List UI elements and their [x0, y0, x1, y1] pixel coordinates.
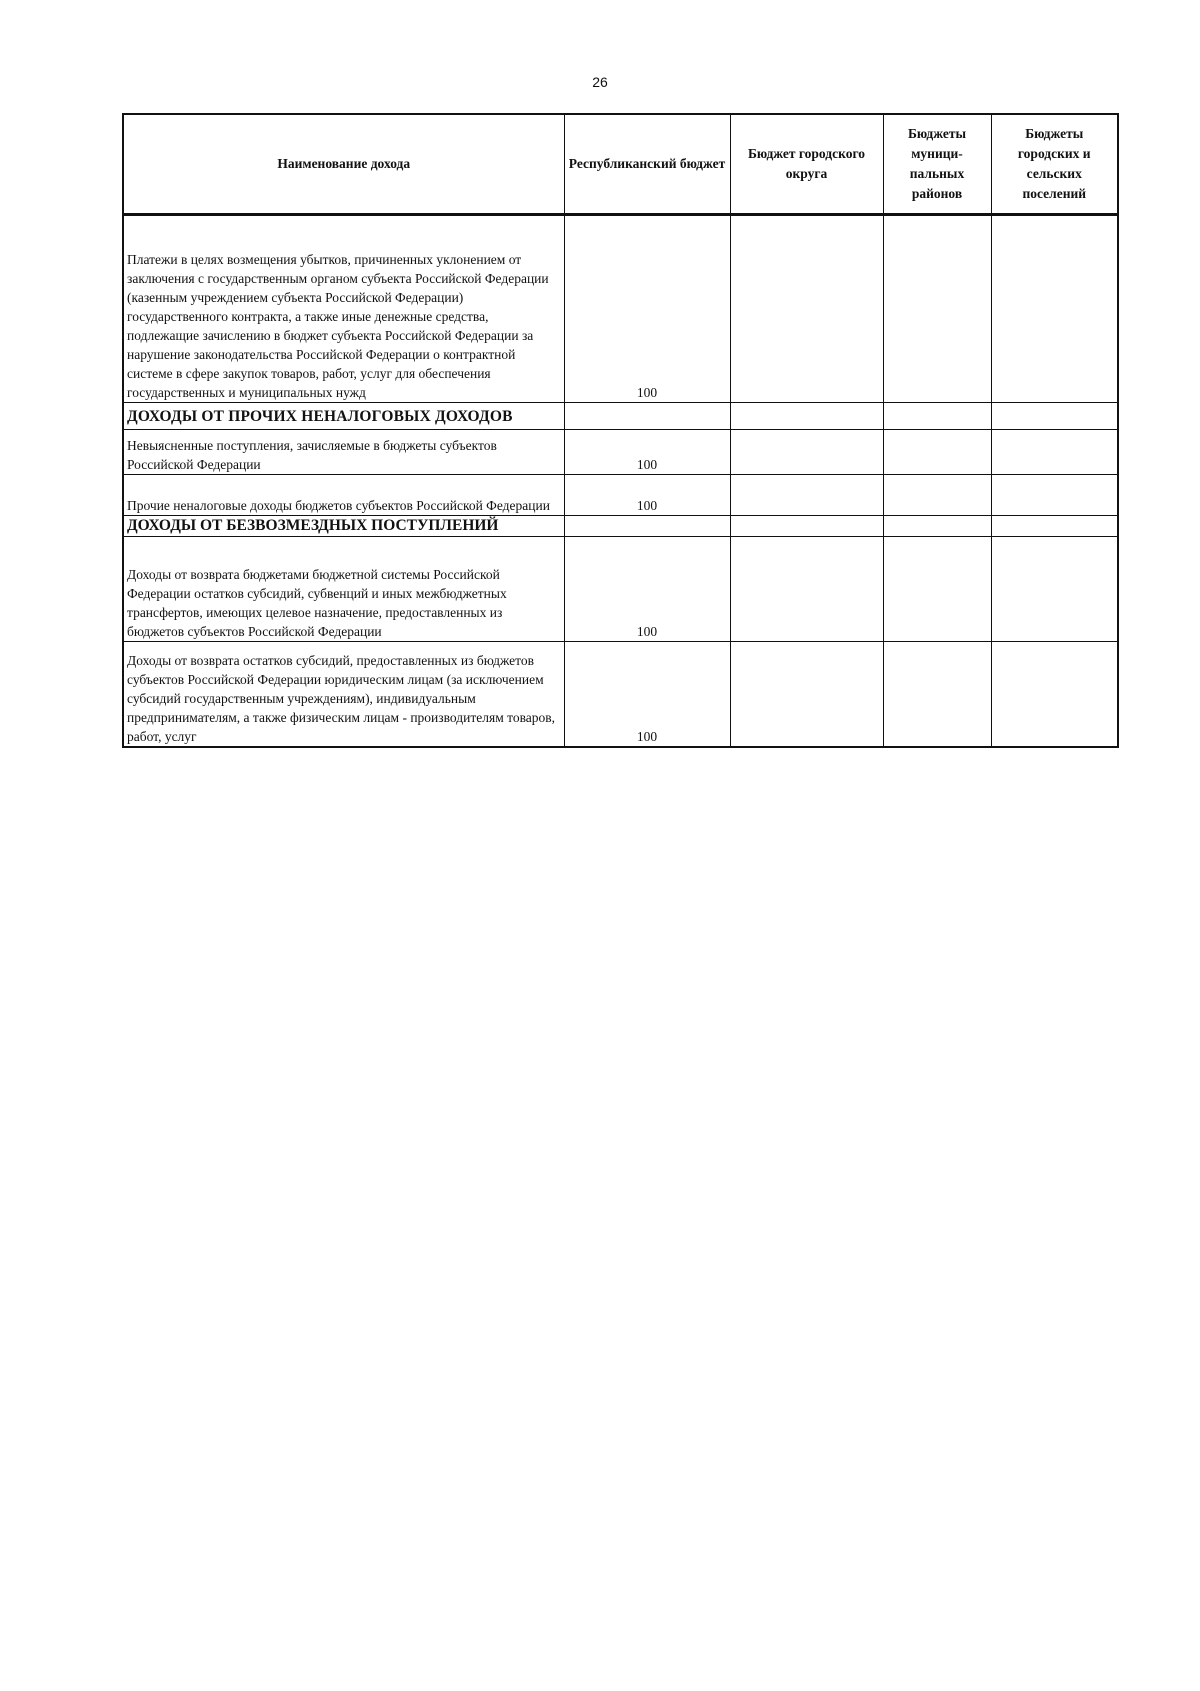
section-title: ДОХОДЫ ОТ ПРОЧИХ НЕНАЛОГОВЫХ ДОХОДОВ: [123, 403, 564, 430]
section-row: [123, 516, 1118, 537]
row-city-district-value: [730, 430, 883, 475]
row-income-name: Платежи в целях возмещения убытков, причиненных уклонением от заключения с государственным органом субъекта Российской Федерации (казенным учреждением субъекта Российской Федерации) государственного контракта, а также иные денежные средства, подлежащие зачислению в бюджет субъекта Российской Федерации за нарушение законодательства Российской Федерации о контрактной системе в сфере закупок товаров, работ, услуг для обеспечения государственных и муниципальных нужд: [123, 215, 564, 403]
row-settlements-value: [991, 430, 1118, 475]
row-settlements-value: [991, 642, 1118, 748]
header-city-district-budget: Бюджет городского округа: [730, 114, 883, 215]
table-header: [123, 114, 1118, 215]
row-municipal-districts-value: [883, 642, 991, 748]
table-row: [123, 430, 1118, 475]
page-number: 26: [592, 74, 608, 90]
table-header-row: [123, 114, 1118, 215]
row-city-district-value: [730, 537, 883, 642]
row-city-district-value: [730, 215, 883, 403]
row-republican-value: 100: [564, 642, 730, 748]
row-settlements-value: [991, 215, 1118, 403]
row-settlements-value: [991, 403, 1118, 430]
row-republican-value: 100: [564, 537, 730, 642]
header-income-name: Наименование дохода: [123, 114, 564, 215]
table-row: [123, 215, 1118, 403]
row-republican-value: [564, 516, 730, 537]
row-settlements-value: [991, 516, 1118, 537]
row-income-name: Доходы от возврата бюджетами бюджетной системы Российской Федерации остатков субсидий, субвенций и иных межбюджетных трансфертов, имеющих целевое назначение, предоставленных из бюджетов субъектов Российской Федерации: [123, 537, 564, 642]
header-municipal-districts-budgets: Бюджеты муници-пальных районов: [883, 114, 991, 215]
row-republican-value: [564, 403, 730, 430]
header-republican-budget: Республиканский бюджет: [564, 114, 730, 215]
row-republican-value: 100: [564, 430, 730, 475]
table-body: [123, 215, 1118, 748]
row-income-name: Прочие неналоговые доходы бюджетов субъектов Российской Федерации: [123, 475, 564, 516]
row-city-district-value: [730, 642, 883, 748]
row-settlements-value: [991, 537, 1118, 642]
table-row: [123, 537, 1118, 642]
row-city-district-value: [730, 516, 883, 537]
row-city-district-value: [730, 475, 883, 516]
row-municipal-districts-value: [883, 215, 991, 403]
row-city-district-value: [730, 403, 883, 430]
table-row: [123, 642, 1118, 748]
row-republican-value: 100: [564, 215, 730, 403]
row-municipal-districts-value: [883, 516, 991, 537]
section-row: [123, 403, 1118, 430]
row-income-name: Невыясненные поступления, зачисляемые в бюджеты субъектов Российской Федерации: [123, 430, 564, 475]
row-republican-value: 100: [564, 475, 730, 516]
row-municipal-districts-value: [883, 430, 991, 475]
revenue-distribution-table: [122, 113, 1119, 748]
section-title: ДОХОДЫ ОТ БЕЗВОЗМЕЗДНЫХ ПОСТУПЛЕНИЙ: [123, 516, 564, 537]
row-municipal-districts-value: [883, 537, 991, 642]
row-municipal-districts-value: [883, 475, 991, 516]
row-income-name: Доходы от возврата остатков субсидий, предоставленных из бюджетов субъектов Российской Федерации юридическим лицам (за исключением субсидий государственным учреждениям), индивидуальным предпринимателям, а также физическим лицам - производителям товаров, работ, услуг: [123, 642, 564, 748]
row-settlements-value: [991, 475, 1118, 516]
row-municipal-districts-value: [883, 403, 991, 430]
header-settlements-budgets: Бюджеты городских и сельских поселений: [991, 114, 1118, 215]
table-row: [123, 475, 1118, 516]
